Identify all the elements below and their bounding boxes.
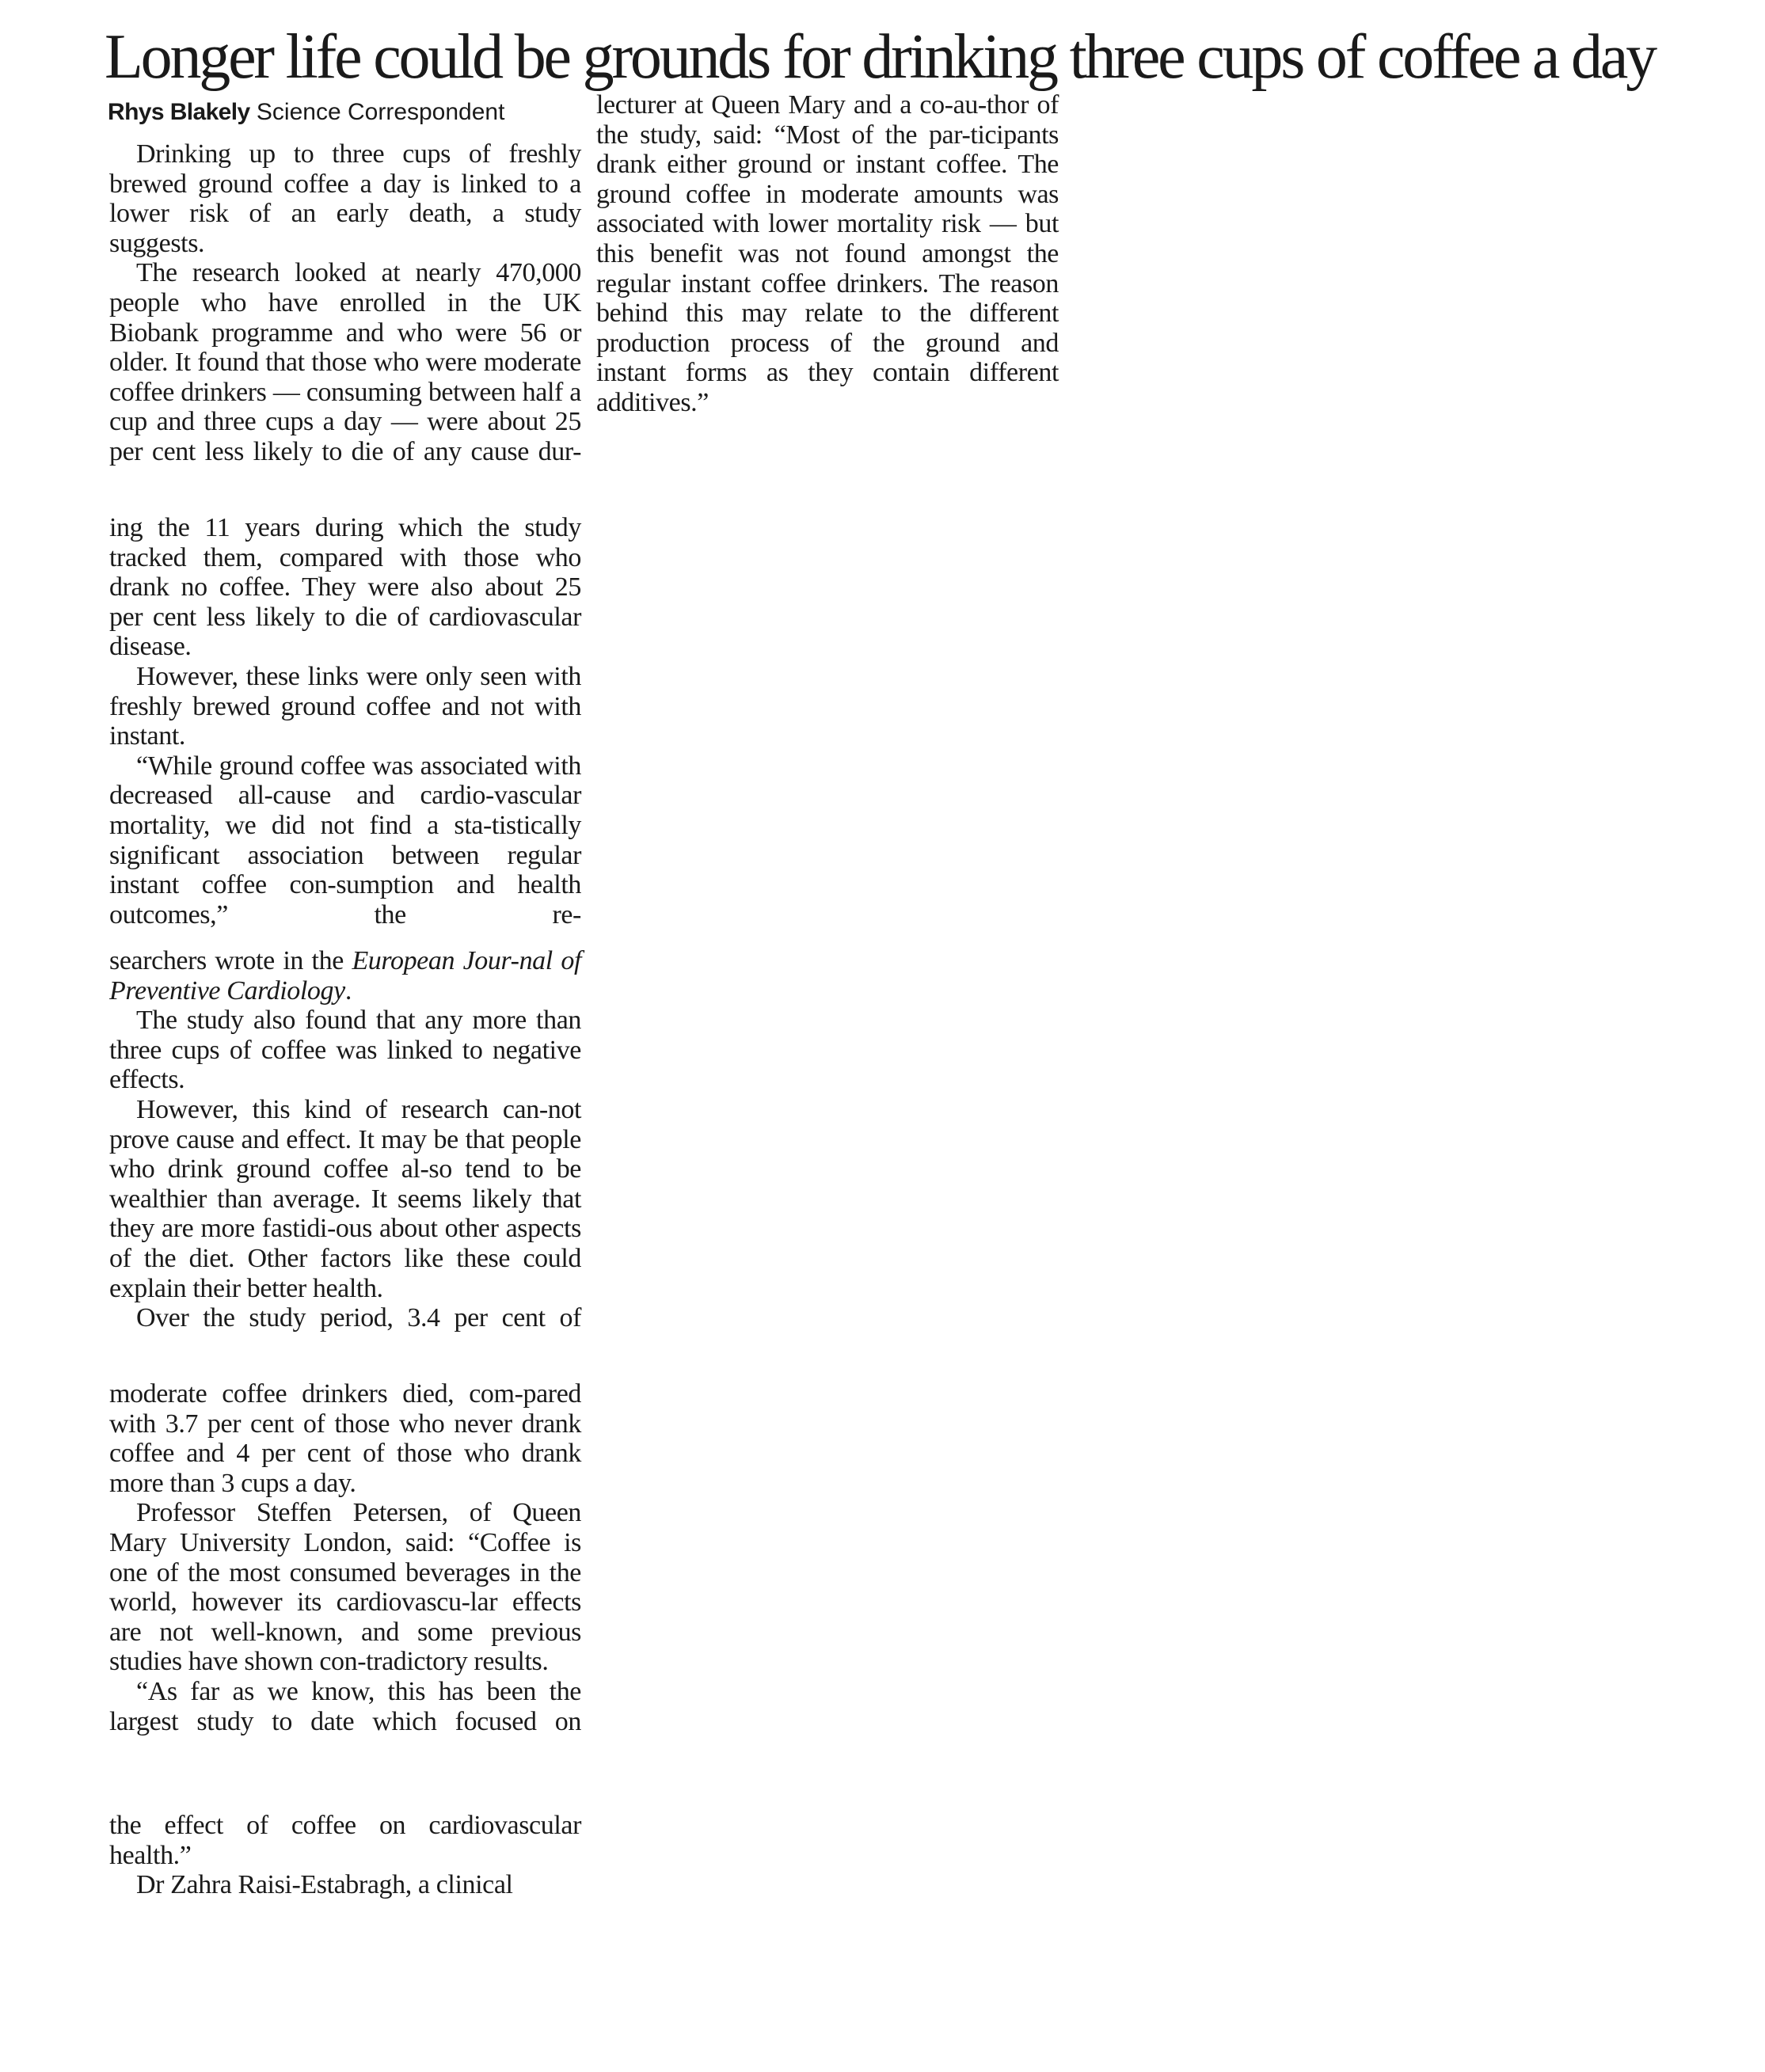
text-run: searchers wrote in the (109, 946, 352, 975)
journal-name: European Jour-nal of Preventive Cardiology (109, 946, 582, 1006)
paragraph: lecturer at Queen Mary and a co-au-thor of the study, said: “Most of the par-ticipants drank either ground or instant coffee. The ground coffee in moderate amounts was associated with lower mortality risk — but this benefit was not found amongst the regular instant coffee drinkers. The reason behind this may relate to the different production process of the ground and instant forms as they contain different additives.” (596, 90, 1059, 417)
column-1-segment-2 (109, 513, 581, 930)
paragraph: Over the study period, 3.4 per cent of (136, 1303, 581, 1333)
paragraph: “While ground coffee was associated with decreased all-cause and cardio-vascular mortality, we did not find a sta-tistically significant association between regular instant coffee con-sumption and health outcomes,” the re- (109, 751, 581, 930)
headline: Longer life could be grounds for drinking three cups of coffee a day (105, 22, 1655, 92)
column-1-segment-4 (109, 1379, 581, 1736)
paragraph: However, this kind of research can-not prove cause and effect. It may be that people who drink ground coffee al-so tend to be wealthier than average. It seems likely that they are more fastidi-ous about other aspects of the diet. Other factors like these could explain their better health. (109, 1094, 581, 1303)
paragraph (109, 946, 581, 1006)
text-run: . (344, 975, 352, 1006)
byline-author: Rhys Blakely (108, 99, 250, 125)
column-1-segment-1 (109, 139, 581, 467)
paragraph: However, these links were only seen with freshly brewed ground coffee and not with instant. (109, 661, 581, 751)
column-2 (596, 90, 1059, 418)
byline-role: Science Correspondent (256, 99, 505, 125)
paragraph: The research looked at nearly 470,000 people who have enrolled in the UK Biobank programme and who were 56 or older. It found that those who were moderate coffee drinkers — consuming between half a cup and three cups a day — were about 25 per cent less likely to die of any cause dur- (109, 258, 581, 466)
column-1-segment-3 (109, 946, 581, 1333)
paragraph: “As far as we know, this has been the largest study to date which focused on (109, 1676, 581, 1736)
paragraph: the effect of coffee on cardiovascular health.” (109, 1811, 581, 1870)
paragraph: Drinking up to three cups of freshly brewed ground coffee a day is linked to a lower risk of an early death, a study suggests. (109, 139, 581, 258)
paragraph: The study also found that any more than three cups of coffee was linked to negative effects. (109, 1006, 581, 1095)
column-1-segment-5 (109, 1811, 581, 1900)
paragraph: ing the 11 years during which the study tracked them, compared with those who drank no coffee. They were also about 25 per cent less likely to die of cardiovascular disease. (109, 513, 581, 662)
paragraph: Professor Steffen Petersen, of Queen Mary University London, said: “Coffee is one of the most consumed beverages in the world, however its cardiovascu-lar effects are not well-known, and some previous studies have shown con-tradictory results. (109, 1498, 581, 1677)
paragraph: Dr Zahra Raisi-Estabragh, a clinical (136, 1870, 513, 1900)
byline (108, 95, 583, 130)
paragraph: moderate coffee drinkers died, com-pared with 3.7 per cent of those who never drank coffee and 4 per cent of those who drank more than 3 cups a day. (109, 1379, 581, 1498)
